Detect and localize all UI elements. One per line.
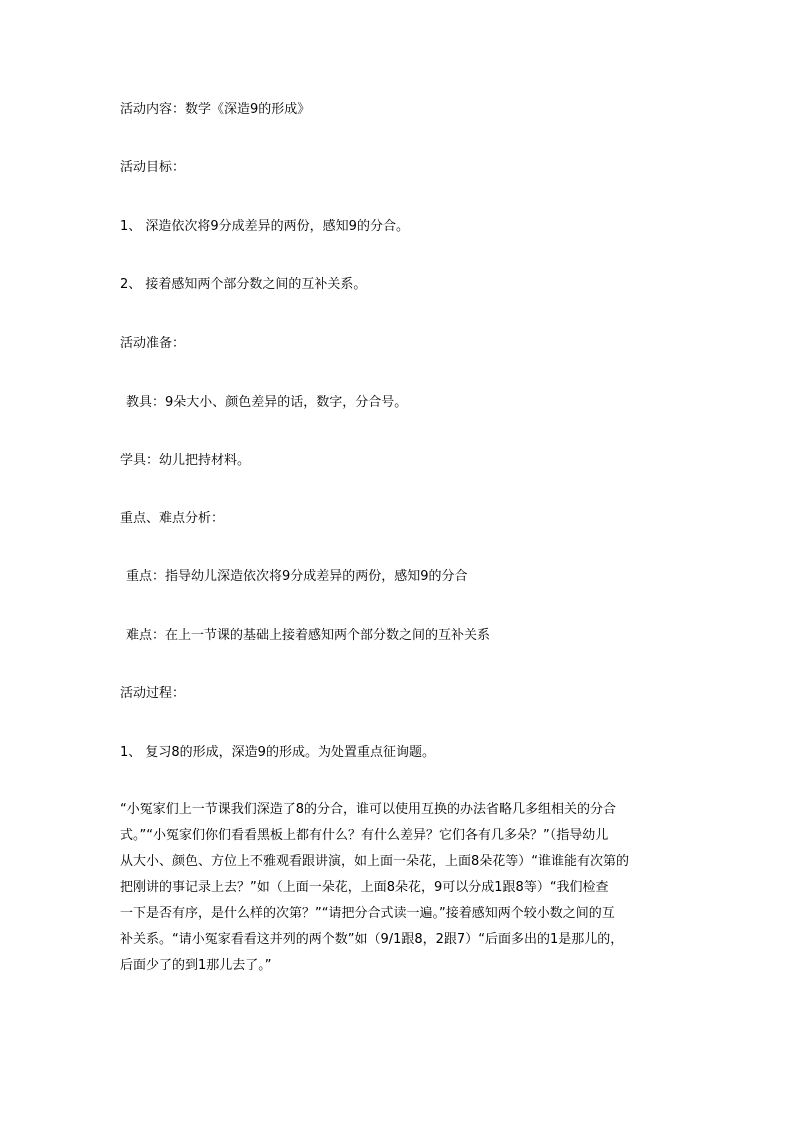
activity-content: 活动内容：数学《深造9的形成》 [120,102,311,117]
process-item-1: 1、 复习8的形成，深造9的形成。为处置重点征询题。 [120,745,435,760]
paragraph-line: 从大小、颜色、方位上不雅观看跟讲演，如上面一朵花，上面8朵花等）“谁谁能有次第的 [120,854,630,869]
paragraph-line: 把刚讲的事记录上去？”如（上面一朵花，上面8朵花，9可以分成1跟8等）“我们检查 [120,880,609,895]
paragraph-line: 一下是否有序，是什么样的次第？”“请把分合式读一遍。”接着感知两个较小数之间的互 [120,906,615,921]
difficult-point: 难点：在上一节课的基础上接着感知两个部分数之间的互补关系 [126,628,491,643]
activity-prep-heading: 活动准备： [120,336,186,351]
activity-process-heading: 活动过程： [120,686,186,701]
activity-goal-heading: 活动目标： [120,160,186,175]
goal-item-2: 2、 接着感知两个部分数之间的互补关系。 [120,277,367,292]
paragraph-line: 补关系。“请小冤家看看这并列的两个数”如（9/1跟8，2跟7）“后面多出的1是那儿的， [120,932,624,947]
process-paragraph [120,797,676,979]
key-point: 重点：指导幼儿深造依次将9分成差异的两份，感知9的分合 [126,569,468,584]
learning-aids: 学具：幼儿把持材料。 [120,453,251,468]
teaching-aids: 教具：9朵大小、颜色差异的话，数字，分合号。 [126,395,408,410]
key-points-heading: 重点、难点分析： [120,511,225,526]
paragraph-line: “小冤家们上一节课我们深造了8的分合，谁可以使用互换的办法省略几多组相关的分合 [120,802,617,817]
goal-item-1: 1、 深造依次将9分成差异的两份，感知9的分合。 [120,219,409,234]
paragraph-line: 式。”“小冤家们你们看看黑板上都有什么？有什么差异？它们各有几多朵？”（指导幼儿 [120,828,609,843]
paragraph-line: 后面少了的到1那儿去了。” [120,958,272,973]
